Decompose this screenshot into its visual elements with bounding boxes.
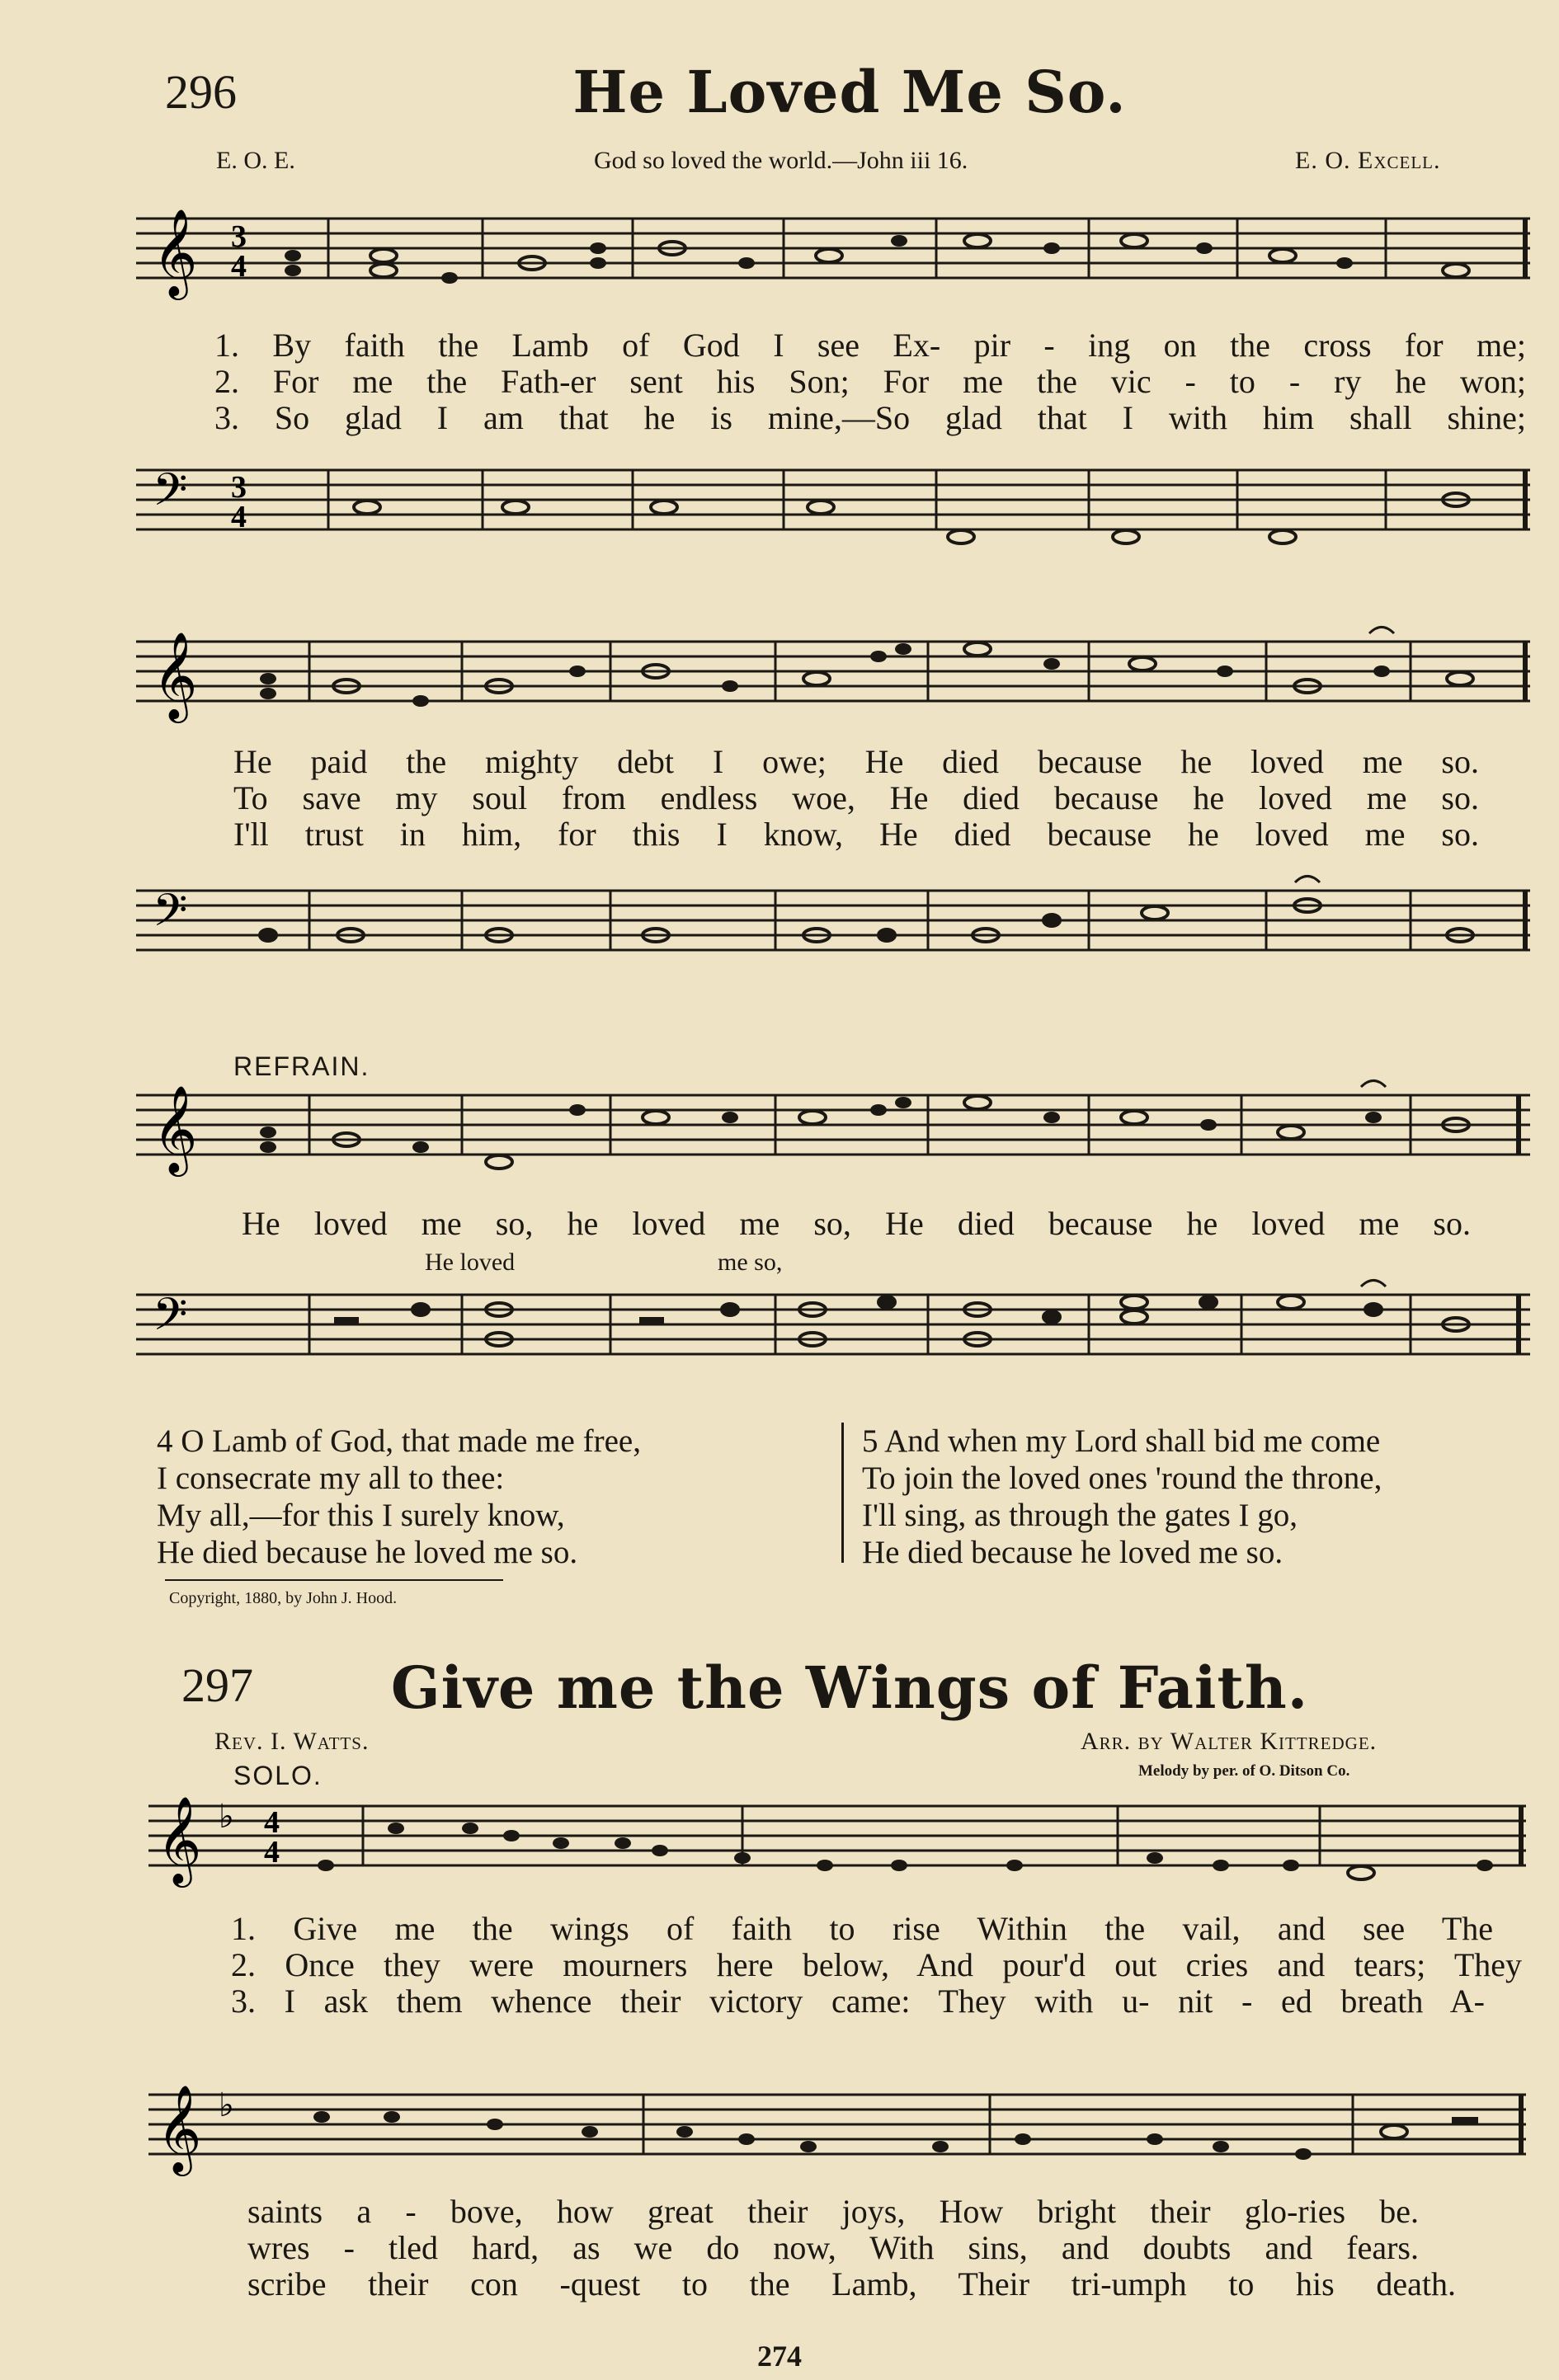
hymn296-verse3-line1: 3. So glad I am that he is mine,—So glad that I with him shall shine; [214,399,1526,436]
hymn297-verse3-line2: scribe their con -quest to the Lamb, Their tri-umph to his death. [247,2265,1456,2302]
hymn296-verse1-line1: 1. By faith the Lamb of God I see Ex- pir - ing on the cross for me; [214,327,1526,364]
page-number: 274 [757,2340,802,2373]
verse5-line3: I'll sing, as through the gates I go, [862,1498,1298,1533]
verse-divider [841,1423,844,1563]
refrain-treble-staff [136,1062,1530,1186]
svg-text:4: 4 [264,1805,280,1840]
refrain-label: REFRAIN. [233,1051,370,1081]
verse4-line4: He died because he loved me so. [157,1535,578,1570]
svg-text:3: 3 [231,219,247,254]
hymn-title-297: Give me the Wings of Faith. [390,1653,1309,1722]
system1-bass-staff [136,449,1530,557]
svg-text:𝄞: 𝄞 [157,1795,202,1884]
svg-text:𝄢: 𝄢 [153,463,188,527]
svg-text:𝄢: 𝄢 [153,1288,188,1352]
copyright-rule [165,1579,503,1581]
svg-text:𝄢: 𝄢 [153,884,188,948]
hymn-number-297: 297 [181,1658,253,1712]
scripture-reference: God so loved the world.—John iii 16. [594,147,968,174]
verse5-line2: To join the loved ones 'round the throne, [862,1460,1382,1496]
hymn296-verse2-line2: To save my soul from endless woe, He died because he loved me so. [233,779,1479,816]
svg-text:𝄞: 𝄞 [157,2084,202,2172]
copyright-notice: Copyright, 1880, by John J. Hood. [169,1589,398,1607]
hymn297-system2-staff [148,2070,1526,2185]
svg-text:4: 4 [231,249,247,284]
hymn297-system1-staff [148,1781,1526,1897]
hymn297-verse3-line1: 3. I ask them whence their victory came: They with u- nit - ed breath A- [231,1983,1485,2020]
system2-bass-staff [136,866,1530,973]
hymn297-verse1-line2: saints a - bove, how great their joys, How bright their glo-ries be. [247,2193,1419,2230]
verse4-line1: 4 O Lamb of God, that made me free, [157,1423,641,1459]
verse4-block [157,1423,641,1571]
svg-text:3: 3 [231,470,247,505]
svg-text:𝄞: 𝄞 [153,631,198,719]
hymn297-verse1-line1: 1. Give me the wings of faith to rise Within the vail, and see The [231,1910,1493,1947]
hymn297-verse2-line2: wres - tled hard, as we do now, With sins, and doubts and fears. [247,2229,1419,2266]
hymn296-verse2-line1: 2. For me the Fath-er sent his Son; For me the vic - to - ry he won; [214,363,1526,400]
hymn297-verse2-line1: 2. Once they were mourners here below, And pour'd out cries and tears; They [231,1946,1522,1983]
hymn-arranger-297: Arr. by Walter Kittredge. [1081,1728,1378,1755]
hymn-number-296: 296 [165,65,237,119]
refrain-bass-staff [136,1270,1530,1394]
verse5-line4: He died because he loved me so. [862,1535,1283,1570]
verse5-line1: 5 And when my Lord shall bid me come [862,1423,1381,1459]
system1-treble-staff [136,194,1530,317]
svg-text:4: 4 [231,500,247,534]
svg-text:4: 4 [264,1835,280,1870]
permission-notice: Melody by per. of O. Ditson Co. [1138,1762,1350,1780]
verse4-line3: My all,—for this I surely know, [157,1498,565,1533]
system2-treble-staff [136,617,1530,732]
hymn296-verse1-line2: He paid the mighty debt I owe; He died because he loved me so. [233,743,1479,780]
bass-words-he-loved: He loved [425,1249,516,1276]
bass-words-me-so: me so, [718,1249,783,1276]
hymn-author-297: Rev. I. Watts. [214,1728,370,1755]
hymn-author-296: E. O. E. [216,147,295,174]
hymn296-verse3-line2: I'll trust in him, for this I know, He died because he loved me so. [233,816,1479,853]
verse5-block [862,1423,1382,1571]
hymn-title-296: He Loved Me So. [572,58,1127,126]
svg-text:♭: ♭ [219,1798,234,1835]
svg-text:♭: ♭ [219,2086,234,2124]
svg-text:𝄞: 𝄞 [153,1084,198,1173]
hymn-composer-296: E. O. Excell. [1295,147,1441,174]
refrain-lyrics: He loved me so, he loved me so, He died because he loved me so. [242,1205,1471,1242]
solo-label: SOLO. [233,1761,323,1790]
verse4-line2: I consecrate my all to thee: [157,1460,505,1496]
svg-text:𝄞: 𝄞 [153,208,198,296]
